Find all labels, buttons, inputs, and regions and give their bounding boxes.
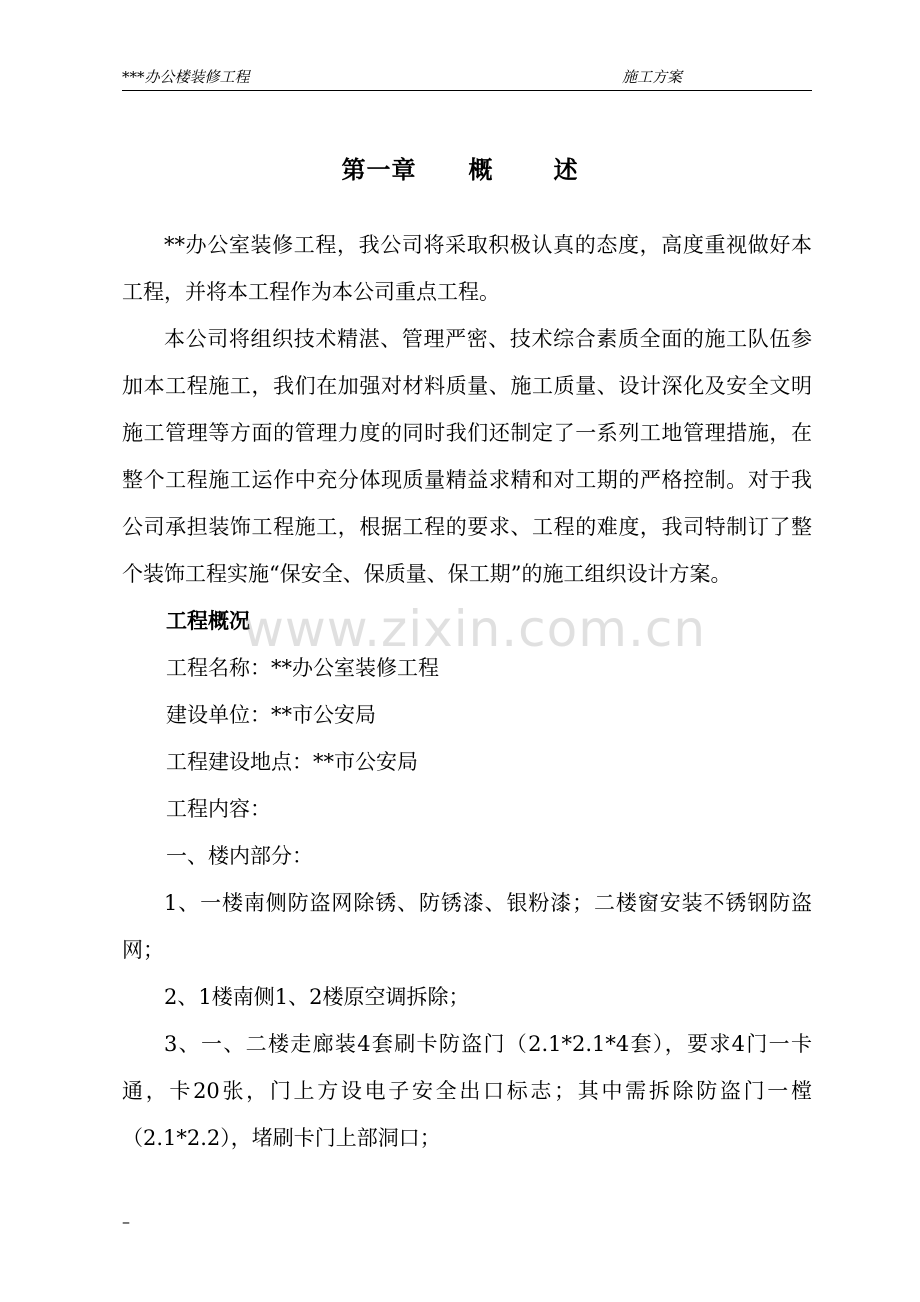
company-paragraph: 本公司将组织技术精湛、管理严密、技术综合素质全面的施工队伍参加本工程施工，我们在加强对材料质量、施工质量、设计深化及安全文明施工管理等方面的管理力度的同时我们还制定了一系列工地管理措施，在整个工程施工运作中充分体现质量精益求精和对工期的严格控制。对于我公司承担装饰工程施工，根据工程的要求、工程的难度，我司特制订了整个装饰工程实施“保安全、保质量、保工期”的施工组织设计方案。: [122, 327, 812, 586]
header-doc-type: 施工方案: [622, 68, 683, 86]
overview-heading: 工程概况: [166, 609, 250, 633]
list-item: 1、一楼南侧防盗网除锈、防锈漆、银粉漆；二楼窗安装不锈钢防盗网；: [122, 891, 812, 962]
list-item: 3、一、二楼走廊装4套刷卡防盗门（2.1*2.1*4套），要求4门一卡通，卡20张，门上方设电子安全出口标志；其中需拆除防盗门一樘（2.1*2.2），堵刷卡门上部洞口；: [122, 1032, 812, 1150]
page-footer: –: [122, 1212, 130, 1231]
chapter-title-char-1: 概: [468, 156, 494, 184]
watermark: www.zixin.com.cn: [243, 600, 707, 658]
section-indoor-heading: 一、楼内部分：: [166, 844, 313, 868]
chapter-title: [0, 150, 920, 185]
construction-location-line: 工程建设地点：**市公安局: [166, 750, 418, 774]
project-name-line: 工程名称：**办公室装修工程: [166, 656, 439, 680]
header-project-name: ***办公楼装修工程: [122, 68, 250, 86]
chapter-number: 第一章: [341, 156, 417, 184]
page-header: [122, 64, 812, 91]
list-item: 2、1楼南侧1、2楼原空调拆除；: [164, 985, 470, 1009]
intro-paragraph: **办公室装修工程，我公司将采取积极认真的态度，高度重视做好本工程，并将本工程作为本公司重点工程。: [122, 233, 812, 304]
document-body: [122, 222, 812, 1162]
project-content-label: 工程内容：: [166, 797, 271, 821]
chapter-title-char-2: 述: [553, 156, 579, 184]
construction-unit-line: 建设单位：**市公安局: [166, 703, 376, 727]
